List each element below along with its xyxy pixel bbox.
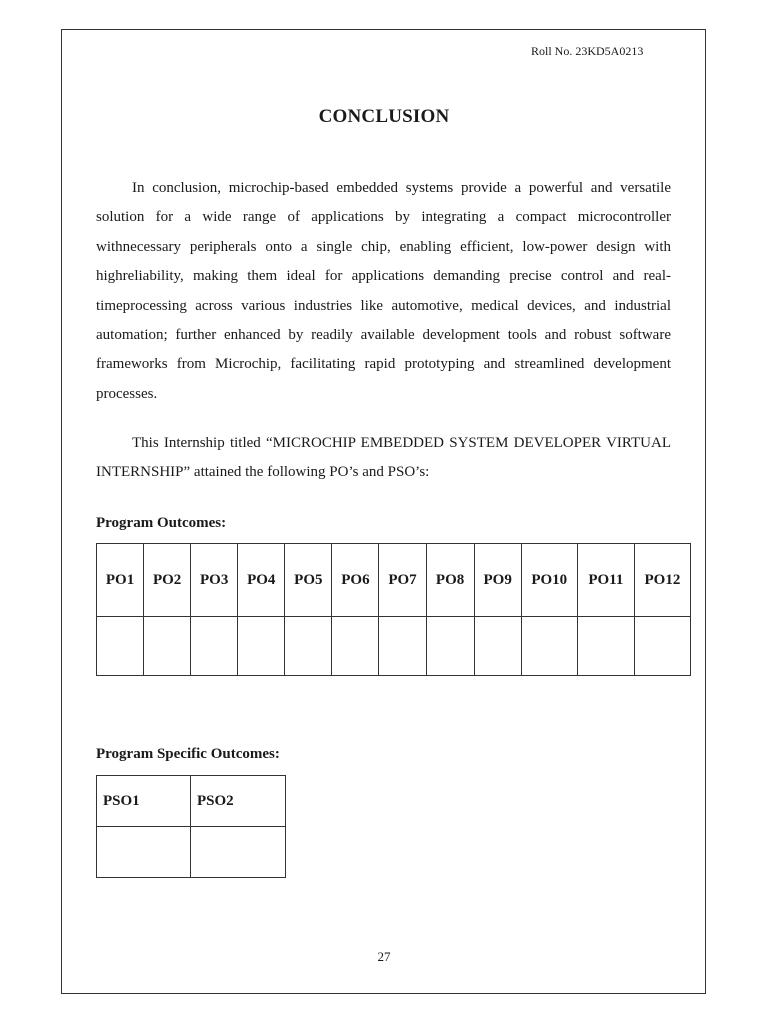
po-value-cell — [474, 617, 521, 676]
pso-header-cell: PSO1 — [97, 776, 191, 827]
po-header-cell: PO9 — [474, 544, 521, 617]
po-value-cell — [97, 617, 144, 676]
po-value-cell — [577, 617, 634, 676]
pso-value-cell — [97, 827, 191, 878]
roll-number: Roll No. 23KD5A0213 — [531, 44, 644, 58]
po-header-cell: PO11 — [577, 544, 634, 617]
program-outcomes-heading: Program Outcomes: — [96, 515, 227, 531]
page-title: CONCLUSION — [318, 106, 450, 127]
po-value-cell — [332, 617, 379, 676]
internship-paragraph: This Internship titled “MICROCHIP EMBEDDED SYSTEM DEVELOPER VIRTUAL INTERNSHIP” attained the following PO’s and PSO’s: — [96, 435, 671, 481]
po-value-cell — [634, 617, 690, 676]
po-header-cell: PO1 — [97, 544, 144, 617]
po-value-cell — [521, 617, 577, 676]
po-header-cell: PO3 — [191, 544, 238, 617]
table-header-row — [97, 776, 286, 827]
program-specific-outcomes-table — [96, 775, 286, 878]
po-value-cell — [379, 617, 426, 676]
po-header-cell: PO8 — [426, 544, 474, 617]
po-header-cell: PO12 — [634, 544, 690, 617]
pso-header-cell: PSO2 — [191, 776, 286, 827]
pso-value-cell — [191, 827, 286, 878]
po-header-cell: PO4 — [238, 544, 285, 617]
po-value-cell — [426, 617, 474, 676]
po-header-cell: PO5 — [285, 544, 332, 617]
table-header-row — [97, 544, 691, 617]
po-header-cell: PO7 — [379, 544, 426, 617]
page-number: 27 — [377, 949, 391, 964]
po-value-cell — [191, 617, 238, 676]
po-header-cell: PO6 — [332, 544, 379, 617]
table-row — [97, 617, 691, 676]
po-header-cell: PO10 — [521, 544, 577, 617]
po-value-cell — [238, 617, 285, 676]
conclusion-paragraph: In conclusion, microchip-based embedded systems provide a powerful and versatile solution for a wide range of applications by integrating a compact microcontroller withnecessary peripherals onto a single chip, enabling efficient, low-power design with highreliability, making them ideal for applications demanding precise control and real-timeprocessing across various industries like automotive, medical devices, and industrial automation; further enhanced by readily available development tools and robust software frameworks from Microchip, facilitating rapid prototyping and streamlined development processes. — [96, 180, 671, 402]
program-specific-outcomes-heading: Program Specific Outcomes: — [96, 746, 280, 762]
table-row — [97, 827, 286, 878]
po-value-cell — [285, 617, 332, 676]
po-header-cell: PO2 — [144, 544, 191, 617]
program-outcomes-table — [96, 543, 691, 676]
po-value-cell — [144, 617, 191, 676]
